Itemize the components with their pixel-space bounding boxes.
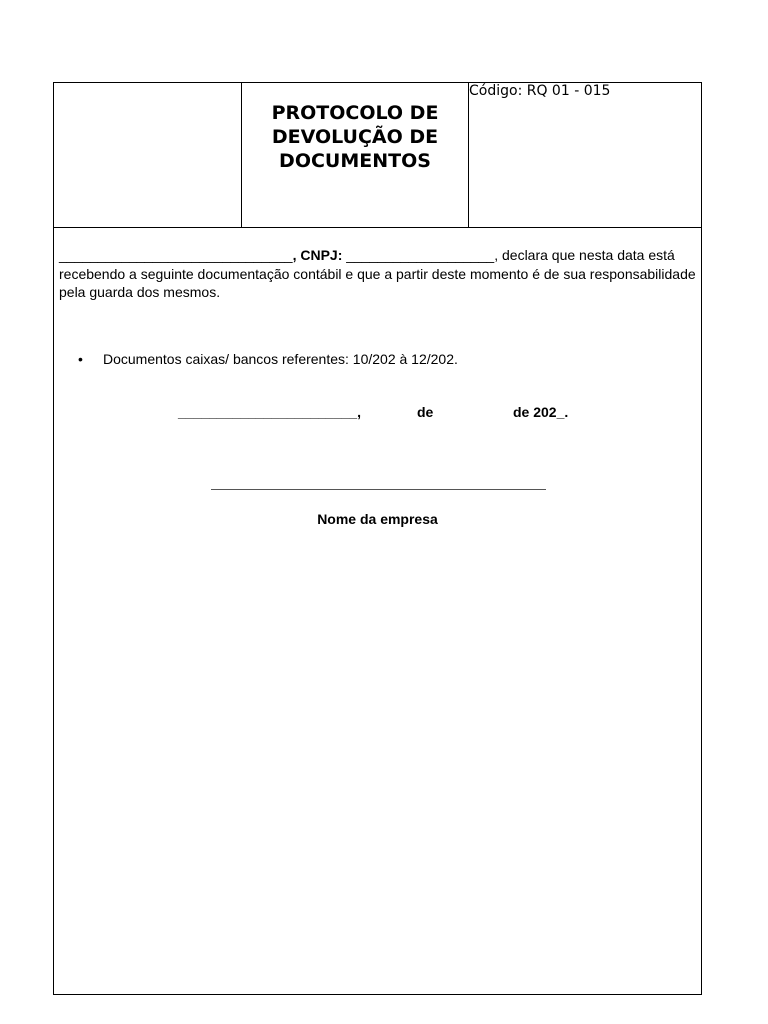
- title-line-2: DEVOLUÇÃO DE: [271, 126, 439, 148]
- signature-line: [211, 489, 546, 490]
- company-name-label: Nome da empresa: [317, 511, 438, 527]
- document-code: Código: RQ 01 - 015: [469, 83, 611, 99]
- code-cell: [469, 83, 701, 227]
- date-day-label: de: [417, 404, 434, 420]
- declaration-paragraph: [59, 246, 699, 302]
- city-blank: _______________________,: [178, 404, 361, 420]
- bullet-icon: •: [78, 351, 83, 367]
- company-blank: ______________________________: [59, 247, 293, 263]
- list-item: [78, 350, 458, 368]
- document-title: [242, 101, 468, 173]
- list-item-text: Documentos caixas/ bancos referentes: 10/202 à 12/202.: [103, 351, 458, 367]
- title-cell: [242, 83, 469, 227]
- title-line-3: DOCUMENTOS: [279, 150, 431, 172]
- document-header: [54, 83, 701, 228]
- declaration-text: , declara que nesta data está recebendo a seguinte documentação contábil e que a partir deste momento é de sua responsabilidade pela guarda dos mesmos.: [59, 247, 696, 300]
- cnpj-label: , CNPJ:: [292, 247, 347, 263]
- title-line-1: PROTOCOLO DE: [271, 102, 439, 124]
- cnpj-blank: ___________________: [346, 247, 495, 263]
- date-year-label: de 202_.: [513, 404, 569, 420]
- logo-cell: [54, 83, 242, 227]
- document-page: [53, 82, 702, 995]
